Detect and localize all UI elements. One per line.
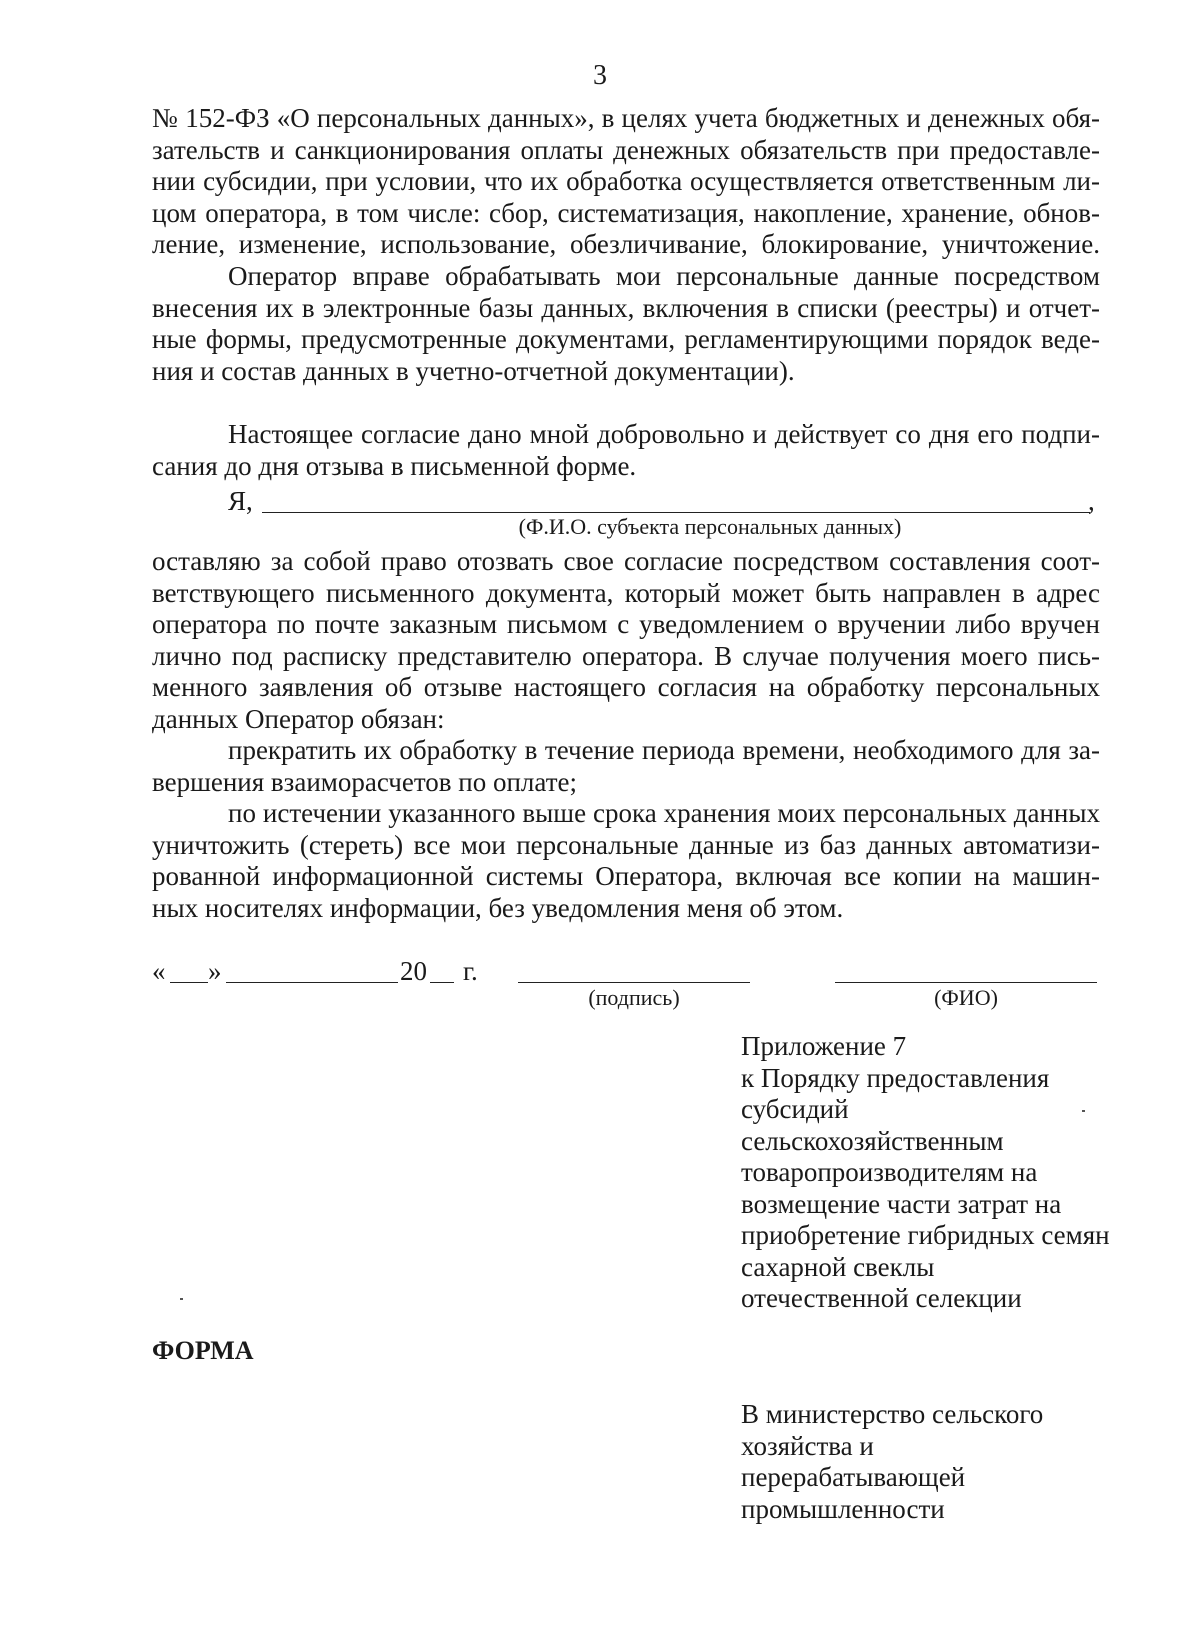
date-year-blank <box>430 982 454 983</box>
fio-blank-line <box>262 512 1090 513</box>
annex-line: отечественной селекции <box>741 1283 1022 1313</box>
text-line: № 152-ФЗ «О персональных данных», в целях учета бюджетных и денежных обя- <box>152 103 1100 133</box>
annex-line: сахарной свеклы <box>741 1251 935 1282</box>
text-line: рованной информационной системы Оператора, включая все копии на машин- <box>152 861 1100 891</box>
recipient-block <box>741 1399 1141 1525</box>
annex-line: к Порядку предоставления <box>741 1062 1050 1093</box>
fio-caption: (Ф.И.О. субъекта персональных данных) <box>518 514 902 539</box>
text-line: уничтожить (стереть) все мои персональные данные из баз данных автоматизи- <box>152 829 1100 860</box>
date-year-suffix: г. <box>463 956 478 986</box>
text-line: лично под расписку представителю оператора. В случае получения моего пись- <box>152 640 1100 671</box>
text-line: ния и состав данных в учетно-отчетной документации). <box>152 355 795 386</box>
paragraph-consent-validity <box>152 419 1100 482</box>
date-month-blank <box>226 982 398 983</box>
annex-line: субсидий <box>741 1094 849 1124</box>
paragraph-withdrawal <box>152 546 1100 735</box>
fio-short-caption: (ФИО) <box>934 985 998 1010</box>
ya-label: Я, <box>228 486 253 516</box>
text-line: Настоящее согласие дано мной добровольно и действует со дня его подпи- <box>228 419 1100 449</box>
date-close-quote: » <box>208 956 222 986</box>
recipient-line: промышленности <box>741 1493 945 1524</box>
recipient-line: хозяйства и <box>741 1430 874 1461</box>
date-open-quote: « <box>152 956 166 986</box>
date-day-blank <box>170 982 208 983</box>
text-line: данных Оператор обязан: <box>152 703 445 734</box>
text-line: ные формы, предусмотренные документами, регламентирующими порядок веде- <box>152 324 1100 354</box>
recipient-line: В министерство сельского <box>741 1399 1044 1429</box>
text-line: сания до дня отзыва в письменной форме. <box>152 450 637 481</box>
signature-blank-line <box>518 982 750 983</box>
text-line: нии субсидии, при условии, что их обработка осуществляется ответственным ли- <box>152 166 1100 196</box>
annex-line: товаропроизводителям на <box>741 1157 1038 1187</box>
text-line: цом оператора, в том числе: сбор, систематизация, накопление, хранение, обнов- <box>152 197 1100 228</box>
paragraph-destroy-data <box>152 798 1100 924</box>
text-line: зательств и санкционирования оплаты денежных обязательств при предоставле- <box>152 134 1100 165</box>
signature-caption: (подпись) <box>588 985 680 1010</box>
annex-line: возмещение части затрат на <box>741 1188 1062 1219</box>
text-line: Оператор вправе обрабатывать мои персональные данные посредством <box>228 261 1100 291</box>
annex-header <box>741 1031 1141 1315</box>
text-line: по истечении указанного выше срока хранения моих персональных данных <box>228 798 1100 828</box>
text-line: менного заявления об отзыве настоящего согласия на обработку персональных <box>152 672 1100 702</box>
text-line: ных носителях информации, без уведомления меня об этом. <box>152 892 844 923</box>
text-line: оператора по почте заказным письмом с уведомлением о вручении либо вручен <box>152 609 1100 639</box>
fio-short-blank-line <box>835 982 1097 983</box>
annex-line: сельскохозяйственным <box>741 1125 1004 1156</box>
paragraph-consent-purpose <box>152 103 1100 261</box>
text-line: внесения их в электронные базы данных, включения в списки (реестры) и отчет- <box>152 292 1100 323</box>
ya-comma: , <box>1088 486 1095 516</box>
text-line: ветствующего письменного документа, который может быть направлен в адрес <box>152 577 1100 608</box>
annex-line: Приложение 7 <box>741 1031 907 1061</box>
text-line: ление, изменение, использование, обезличивание, блокирование, уничтожение. <box>152 229 1100 259</box>
page-number: 3 <box>593 60 607 91</box>
annex-line: приобретение гибридных семян <box>741 1220 1110 1250</box>
paragraph-operator-rights <box>152 261 1100 387</box>
form-label: ФОРМА <box>152 1336 254 1365</box>
recipient-line: перерабатывающей <box>741 1462 966 1492</box>
text-line: оставляю за собой право отозвать свое согласие посредством составления соот- <box>152 546 1100 576</box>
scan-speck <box>1082 1110 1085 1112</box>
text-line: прекратить их обработку в течение периода времени, необходимого для за- <box>228 735 1100 765</box>
text-line: вершения взаиморасчетов по оплате; <box>152 766 577 797</box>
scan-speck <box>180 1298 183 1300</box>
paragraph-stop-processing <box>152 735 1100 798</box>
date-year-prefix: 20 <box>400 956 427 986</box>
